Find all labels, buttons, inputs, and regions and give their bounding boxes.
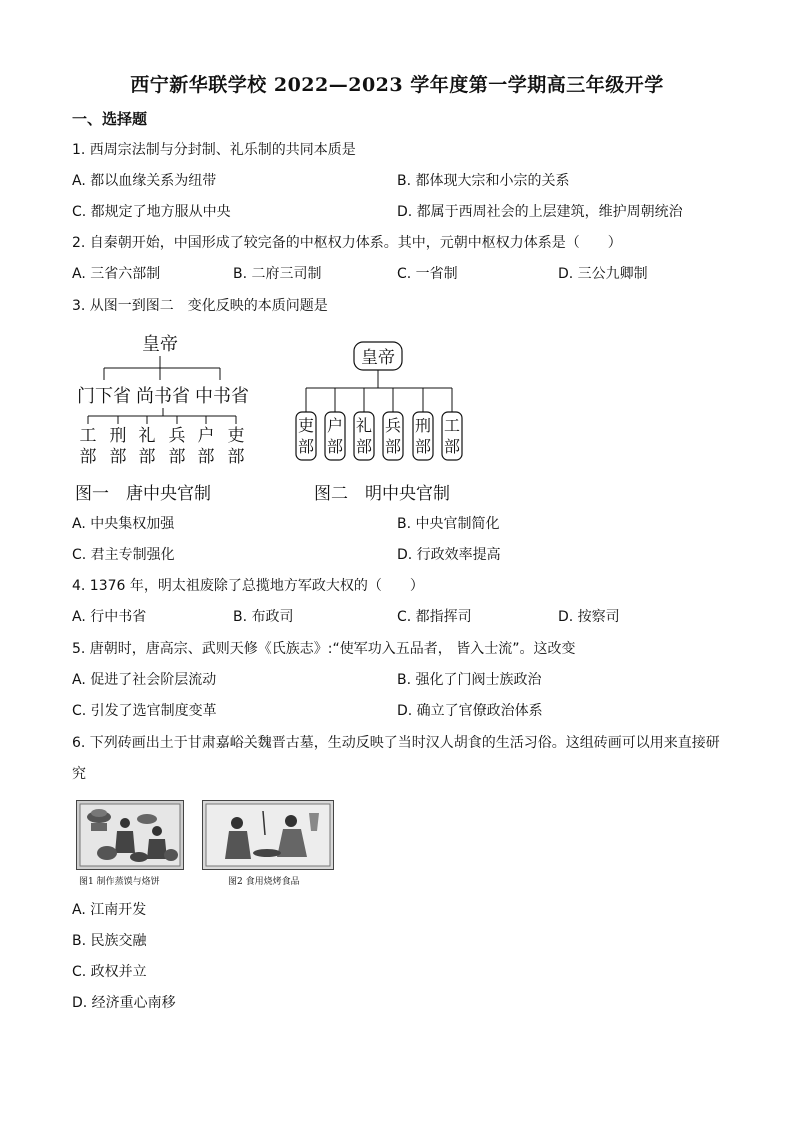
fig1-ministry-4-char-2: 部: [168, 447, 186, 467]
q3-option-c[interactable]: C. 君主专制强化: [72, 547, 175, 563]
fig2-ministry-3-char-1: 礼: [355, 416, 373, 435]
fig2-ministry-6-char-2: 部: [443, 437, 461, 456]
question-2-stem: 2. 自秦朝开始，中国形成了较完备的中枢权力体系。其中，元朝中枢权力体系是（ ）: [72, 235, 622, 251]
fig1-ministry-1-char-1: 工: [79, 426, 97, 446]
figure-2-ming-diagram: [292, 338, 472, 468]
q3-option-b[interactable]: B. 中央官制简化: [397, 516, 500, 532]
q1-option-d[interactable]: D. 都属于西周社会的上层建筑，维护周朝统治: [397, 204, 683, 220]
q6-option-d[interactable]: D. 经济重心南移: [72, 995, 176, 1011]
q2-option-d[interactable]: D. 三公九卿制: [558, 266, 648, 282]
exam-title: 西宁新华联学校 2022—2023 学年度第一学期高三年级开学: [130, 74, 664, 96]
question-6-stem: 6. 下列砖画出土于甘肃嘉峪关魏晋古墓，生动反映了当时汉人胡食的生活习俗。这组砖画可以用来直接研: [72, 735, 720, 751]
question-5-stem: 5. 唐朝时，唐高宗、武则天修《氏族志》:“使军功入五品者， 皆入士流”。这改变: [72, 641, 576, 657]
fig1-ministry-6-char-2: 部: [227, 447, 245, 467]
fig1-ministries: [80, 426, 245, 467]
figure-1-caption: 图一 唐中央官制: [75, 484, 211, 504]
fig2-ministry-3: [354, 412, 374, 460]
brick-painting-2-caption: 图2 食用烧烤食品: [228, 877, 300, 887]
fig1-emperor: 皇帝: [142, 334, 178, 355]
fig2-ministry-6: [442, 412, 462, 460]
fig1-ministry-6: [228, 426, 245, 467]
q4-option-c[interactable]: C. 都指挥司: [397, 609, 472, 625]
q3-option-d[interactable]: D. 行政效率提高: [397, 547, 501, 563]
q3-option-a[interactable]: A. 中央集权加强: [72, 516, 175, 532]
fig2-ministry-5-char-2: 部: [414, 437, 432, 456]
fig1-ministry-5-char-1: 户: [197, 426, 215, 446]
brick-painting-2-image: [202, 800, 334, 870]
fig2-ministry-1-char-1: 吏: [297, 416, 315, 435]
q1-option-b[interactable]: B. 都体现大宗和小宗的关系: [397, 173, 570, 189]
q2-option-a[interactable]: A. 三省六部制: [72, 266, 161, 282]
fig1-ministry-3-char-2: 部: [138, 447, 156, 467]
fig2-ministry-1: [296, 412, 316, 460]
q6-option-c[interactable]: C. 政权并立: [72, 964, 147, 980]
q2-option-b[interactable]: B. 二府三司制: [233, 266, 322, 282]
fig1-ministry-1-char-2: 部: [79, 447, 97, 467]
fig2-emperor: 皇帝: [361, 348, 395, 368]
fig1-ministry-1: [80, 426, 97, 467]
fig1-shangshu-sheng: 尚书省: [136, 386, 190, 407]
q2-option-c[interactable]: C. 一省制: [397, 266, 458, 282]
fig2-ministry-2-char-2: 部: [326, 437, 344, 456]
q4-option-d[interactable]: D. 按察司: [558, 609, 620, 625]
fig2-ministries: [296, 412, 462, 460]
figure-1-tang-diagram: [72, 328, 262, 478]
fig2-ministry-5-char-1: 刑: [414, 416, 432, 435]
q1-option-a[interactable]: A. 都以血缘关系为纽带: [72, 173, 217, 189]
q5-option-d[interactable]: D. 确立了官僚政治体系: [397, 703, 543, 719]
q5-option-b[interactable]: B. 强化了门阀士族政治: [397, 672, 542, 688]
fig1-ministry-6-char-1: 吏: [227, 426, 245, 446]
brick-painting-1-caption: 图1 制作蒸馍与烙饼: [79, 877, 160, 887]
q6-option-a[interactable]: A. 江南开发: [72, 902, 147, 918]
section-heading: 一、选择题: [72, 110, 148, 128]
question-6-stem-cont: 究: [72, 766, 86, 782]
question-4-stem: 4. 1376 年，明太祖废除了总揽地方军政大权的（ ）: [72, 578, 424, 594]
fig1-menxia-sheng: 门下省: [77, 386, 131, 407]
fig2-ministry-4: [383, 412, 403, 460]
fig1-ministry-2: [110, 426, 127, 467]
fig1-ministry-2-char-2: 部: [109, 447, 127, 467]
q4-option-b[interactable]: B. 布政司: [233, 609, 294, 625]
figure-2-caption: 图二 明中央官制: [314, 484, 450, 504]
question-1-stem: 1. 西周宗法制与分封制、礼乐制的共同本质是: [72, 142, 356, 158]
question-3-stem: 3. 从图一到图二 变化反映的本质问题是: [72, 298, 328, 314]
fig2-ministry-6-char-1: 工: [443, 416, 461, 435]
fig1-ministry-5: [198, 426, 215, 467]
q1-option-c[interactable]: C. 都规定了地方服从中央: [72, 204, 231, 220]
q5-option-a[interactable]: A. 促进了社会阶层流动: [72, 672, 217, 688]
fig2-ministry-2-char-1: 户: [326, 416, 344, 435]
fig2-ministry-5: [413, 412, 433, 460]
fig1-ministry-4: [169, 426, 186, 467]
fig2-ministry-2: [325, 412, 345, 460]
q4-option-a[interactable]: A. 行中书省: [72, 609, 147, 625]
brick-painting-1-image: [76, 800, 184, 870]
fig2-ministry-3-char-2: 部: [355, 437, 373, 456]
fig1-ministry-5-char-2: 部: [197, 447, 215, 467]
fig2-ministry-4-char-2: 部: [384, 437, 402, 456]
q5-option-c[interactable]: C. 引发了选官制度变革: [72, 703, 217, 719]
fig2-ministry-1-char-2: 部: [297, 437, 315, 456]
q6-option-b[interactable]: B. 民族交融: [72, 933, 147, 949]
fig1-ministry-2-char-1: 刑: [109, 426, 127, 446]
fig1-ministry-3-char-1: 礼: [138, 426, 156, 446]
fig2-ministry-4-char-1: 兵: [384, 416, 402, 435]
fig1-zhongshu-sheng: 中书省: [195, 386, 249, 407]
fig1-ministry-3: [139, 426, 156, 467]
fig1-ministry-4-char-1: 兵: [168, 426, 186, 446]
